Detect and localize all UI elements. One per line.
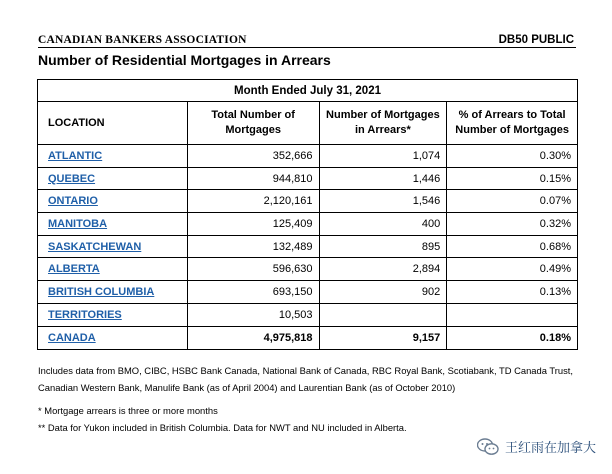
percent-cell: 0.32% [447, 213, 578, 236]
footnote-1: * Mortgage arrears is three or more months [38, 405, 218, 416]
total-cell: 132,489 [187, 235, 319, 258]
total-cell: 693,150 [187, 281, 319, 304]
column-header-row [38, 102, 578, 145]
header-rule [38, 47, 576, 48]
arrears-cell: 2,894 [319, 258, 447, 281]
location-link[interactable]: SASKATCHEWAN [48, 240, 142, 253]
sources-note [38, 363, 573, 396]
percent-cell: 0.07% [447, 190, 578, 213]
watermark [477, 437, 596, 456]
arrears-cell: 1,074 [319, 145, 447, 168]
table-row [38, 281, 578, 304]
arrears-cell: 1,546 [319, 190, 447, 213]
wechat-icon [477, 438, 499, 456]
table-row [38, 167, 578, 190]
percent-cell: 0.49% [447, 258, 578, 281]
location-link[interactable]: MANITOBA [48, 217, 108, 230]
classification-label: DB50 PUBLIC [498, 34, 574, 46]
arrears-cell: 9,157 [319, 326, 447, 349]
col-total: Total Number of Mortgages [187, 102, 319, 145]
page-title: Number of Residential Mortgages in Arrears [38, 52, 331, 68]
period-heading: Month Ended July 31, 2021 [38, 80, 578, 102]
location-link[interactable]: ATLANTIC [48, 149, 103, 162]
percent-cell: 0.68% [447, 235, 578, 258]
percent-cell [447, 303, 578, 326]
table-row [38, 235, 578, 258]
table-row [38, 303, 578, 326]
period-row [38, 80, 578, 102]
total-cell: 10,503 [187, 303, 319, 326]
location-link[interactable]: QUEBEC [48, 172, 96, 185]
arrears-table [37, 79, 578, 350]
arrears-cell: 400 [319, 213, 447, 236]
sources-line-2: Canadian Western Bank, Manulife Bank (as of April 2004) and Laurentian Bank (as of October 2010) [38, 381, 456, 393]
location-link[interactable]: ALBERTA [48, 263, 100, 276]
location-link[interactable]: TERRITORIES [48, 308, 122, 321]
percent-cell: 0.18% [447, 326, 578, 349]
total-row [38, 326, 578, 349]
col-arrears: Number of Mortgages in Arrears* [319, 102, 447, 145]
total-cell: 352,666 [187, 145, 319, 168]
total-cell: 125,409 [187, 213, 319, 236]
arrears-cell: 1,446 [319, 167, 447, 190]
table-row [38, 258, 578, 281]
org-name: CANADIAN BANKERS ASSOCIATION [38, 34, 247, 46]
table-row [38, 213, 578, 236]
location-link[interactable]: BRITISH COLUMBIA [48, 285, 155, 298]
total-cell: 596,630 [187, 258, 319, 281]
arrears-cell [319, 303, 447, 326]
percent-cell: 0.13% [447, 281, 578, 304]
footnote-2: ** Data for Yukon included in British Columbia. Data for NWT and NU included in Alberta. [38, 421, 407, 433]
location-link[interactable]: ONTARIO [48, 195, 98, 208]
table-row [38, 190, 578, 213]
percent-cell: 0.15% [447, 167, 578, 190]
arrears-cell: 902 [319, 281, 447, 304]
table-row [38, 145, 578, 168]
col-percent: % of Arrears to Total Number of Mortgages [447, 102, 578, 145]
footnotes [38, 403, 407, 436]
watermark-text: 王红雨在加拿大 [504, 440, 596, 455]
total-cell: 944,810 [187, 167, 319, 190]
sources-line-1: Includes data from BMO, CIBC, HSBC Bank Canada, National Bank of Canada, RBC Royal Bank, Scotiabank, TD Canada Trust, [38, 365, 573, 376]
percent-cell: 0.30% [447, 145, 578, 168]
col-location: LOCATION [38, 102, 188, 145]
location-link[interactable]: CANADA [48, 331, 96, 344]
total-cell: 2,120,161 [187, 190, 319, 213]
arrears-cell: 895 [319, 235, 447, 258]
total-cell: 4,975,818 [187, 326, 319, 349]
